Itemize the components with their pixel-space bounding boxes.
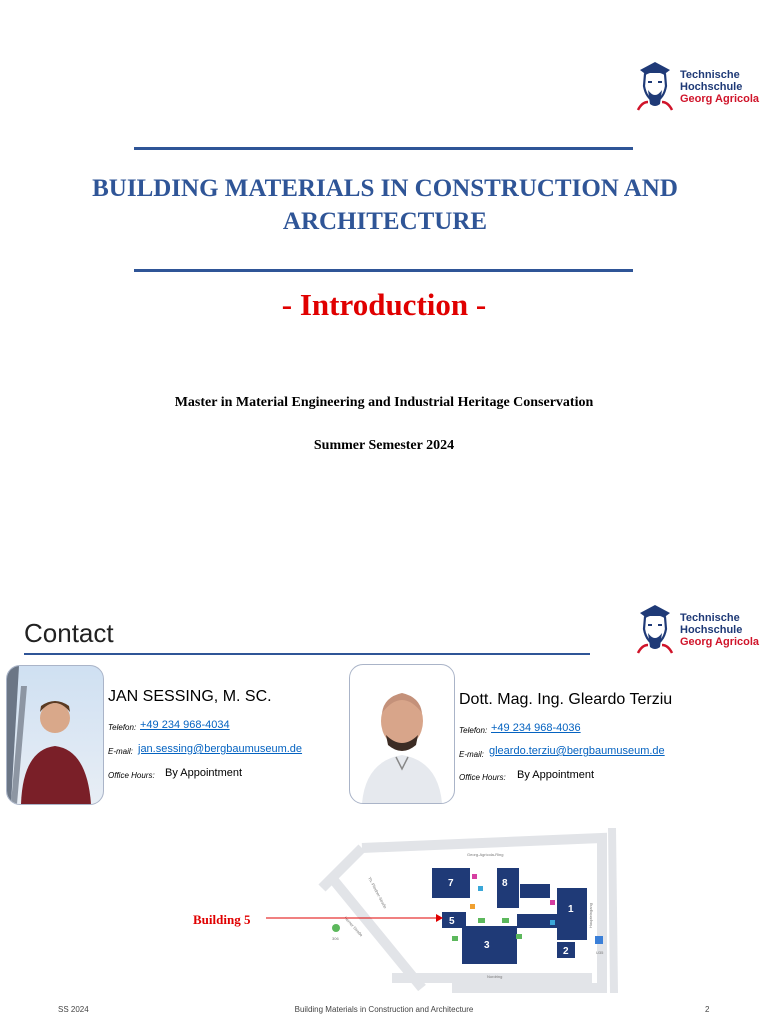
email-link-2[interactable]: gleardo.terziu@bergbaumuseum.de (489, 745, 665, 757)
entrance-label: Haupteingang (588, 903, 593, 928)
title-rule-bottom (134, 269, 633, 272)
logo-line-1: Technische (680, 612, 740, 624)
course-title (40, 172, 730, 238)
page-number: 2 (705, 1005, 710, 1014)
building-8 (497, 868, 519, 908)
logo-text (680, 612, 759, 648)
course-title-line-2: ARCHITECTURE (282, 208, 488, 235)
university-logo (636, 60, 766, 120)
course-title-line-1: BUILDING MATERIALS IN CONSTRUCTION AND (92, 175, 678, 202)
hours-label-1: Office Hours: (108, 771, 155, 780)
phone-label-2: Telefon: (459, 726, 488, 735)
street-label-bottom: Nordring (487, 974, 503, 979)
street-label-top: Georg-Agricola-Ring (467, 852, 504, 857)
agricola-portrait-icon (636, 60, 674, 112)
contact-name-2: Dott. Mag. Ing. Gleardo Terziu (459, 691, 673, 708)
logo-line-1: Technische (680, 69, 740, 81)
ubahn-label: U35 (596, 950, 604, 955)
email-link-1[interactable]: jan.sessing@bergbaumuseum.de (138, 743, 303, 755)
person-photo-icon (350, 665, 454, 803)
building-label-8: 8 (502, 878, 508, 889)
agricola-portrait-icon (636, 603, 674, 655)
phone-label-1: Telefon: (108, 723, 137, 732)
building-label-1: 1 (568, 904, 574, 915)
building-label-3: 3 (484, 940, 490, 951)
semester: Summer Semester 2024 (313, 438, 455, 453)
intro-heading: - Introduction - (281, 287, 487, 322)
phone-link-1[interactable]: +49 234 968-4034 (140, 719, 230, 731)
university-logo-2 (636, 603, 766, 663)
title-rule-top (134, 147, 633, 150)
building-label-7: 7 (448, 878, 454, 889)
email-label-1: E-mail: (108, 747, 133, 756)
logo-line-2: Hochschule (680, 624, 743, 636)
logo-text (680, 69, 759, 105)
footer-center: Building Materials in Construction and Architecture (294, 1005, 474, 1014)
contact-heading: Contact (24, 618, 114, 648)
bus-stop-icon (332, 924, 340, 932)
street-label-mid: Herner Straße (343, 915, 364, 938)
hours-value-2: By Appointment (517, 769, 595, 781)
logo-line-3: Georg Agricola (680, 93, 760, 105)
building-5-annotation: Building 5 (193, 912, 251, 927)
phone-link-2[interactable]: +49 234 968-4036 (491, 722, 581, 734)
building-label-2: 2 (563, 946, 569, 957)
logo-line-3: Georg Agricola (680, 636, 760, 648)
program-name: Master in Material Engineering and Industrial Heritage Conservation (174, 395, 594, 410)
street-label-left: Th.-Fliedner-Straße (367, 876, 388, 910)
contact-rule (24, 653, 590, 655)
hours-value-1: By Appointment (165, 767, 243, 779)
contact-name-1: JAN SESSING, M. SC. (108, 688, 272, 705)
email-label-2: E-mail: (459, 750, 484, 759)
stop-label: 306 (332, 936, 339, 941)
contact-photo-2 (349, 664, 455, 804)
hours-label-2: Office Hours: (459, 773, 506, 782)
annotation-arrow-icon (266, 912, 446, 924)
footer-left: SS 2024 (58, 1005, 89, 1014)
person-photo-icon (7, 666, 103, 804)
logo-line-2: Hochschule (680, 81, 743, 93)
contact-photo-1 (6, 665, 104, 805)
building-label-5: 5 (449, 916, 455, 927)
